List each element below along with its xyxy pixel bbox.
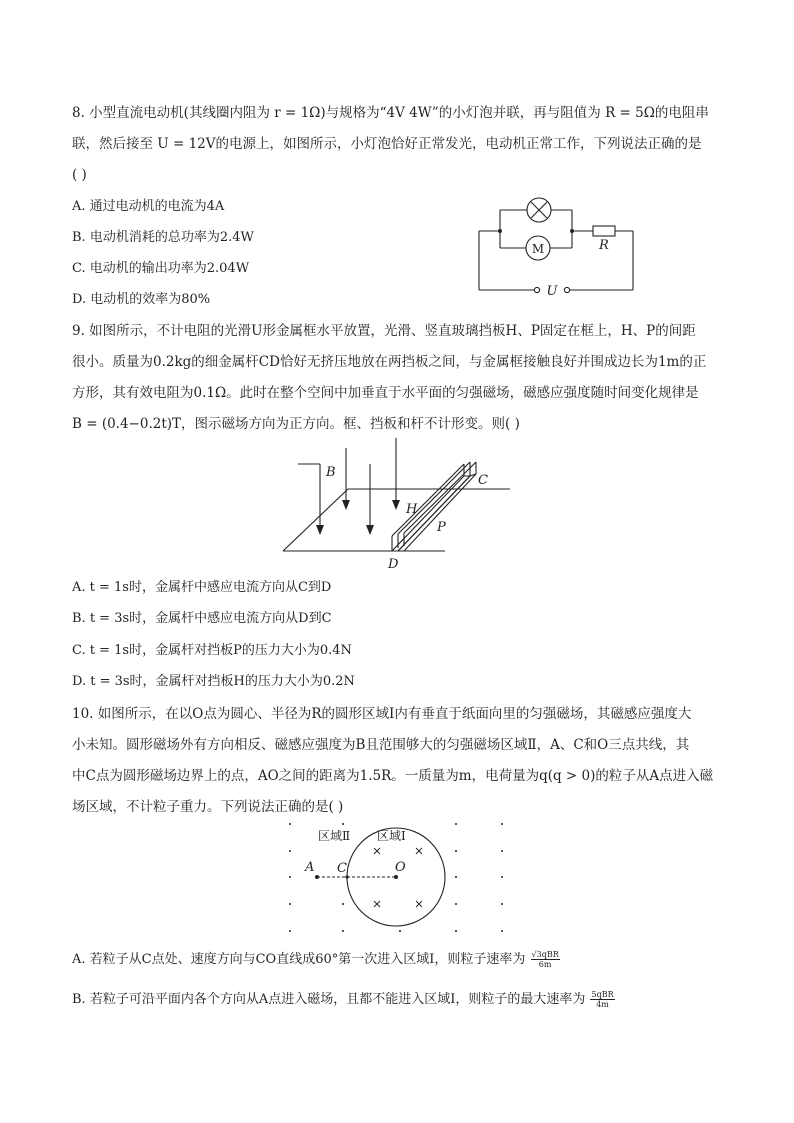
q9-option-d: D. t = 3s时，金属杆对挡板H的压力大小为0.2N [72, 674, 355, 689]
q8-line-1: 8. 小型直流电动机(其线圈内阻为 r = 1Ω)与规格为“4V 4W”的小灯泡并联，再与阻值为 R = 5Ω的电阻串 [72, 105, 709, 121]
resistor-symbol [593, 226, 615, 236]
q8-line-3: ( ) [72, 167, 87, 183]
q10-option-a [72, 950, 560, 969]
q10-option-a-numerator: √3qBR [531, 950, 559, 959]
label-d: D [388, 557, 399, 572]
point-a [315, 875, 319, 879]
q8-option-d: D. 电动机的效率为80% [72, 292, 211, 307]
q8-circuit-diagram [470, 190, 645, 300]
q10-line-3: 中C点为圆形磁场边界上的点，AO之间的距离为1.5R。一质量为m，电荷量为q(q > 0)的粒子从A点进入磁 [72, 768, 714, 784]
region1-crosses [374, 848, 422, 907]
q9-option-a: A. t = 1s时，金属杆中感应电流方向从C到D [72, 580, 332, 595]
junction-dot-left [498, 229, 502, 233]
q10-option-a-fraction [531, 950, 560, 969]
q9-rail-diagram [280, 436, 520, 572]
lamp-symbol [527, 198, 551, 222]
q8-option-b: B. 电动机消耗的总功率为2.4W [72, 230, 254, 245]
region2-label: 区域Ⅱ [318, 829, 351, 843]
q10-option-a-text: A. 若粒子从C点处、速度方向与CO直线成60°第一次进入区域Ⅰ，则粒子速率为 [72, 952, 526, 967]
q10-line-1: 10. 如图所示，在以O点为圆心、半径为R的圆形区域Ⅰ内有垂直于纸面向里的匀强磁场，其磁感应强度大 [72, 706, 692, 722]
q10-option-b-text: B. 若粒子可沿平面内各个方向从A点进入磁场，且都不能进入区域Ⅰ，则粒子的最大速率为 [72, 992, 586, 1007]
label-b: B [326, 465, 336, 480]
q8-line-2: 联，然后接至 U = 12V的电源上，如图所示，小灯泡恰好正常发光，电动机正常工作，下列说法正确的是 [72, 136, 702, 152]
q9-line-2: 很小。质量为0.2kg的细金属杆CD恰好无挤压地放在两挡板之间，与金属框接触良好并围成边长为1m的正 [72, 354, 707, 370]
q10-line-4: 场区域，不计粒子重力。下列说法正确的是( ) [72, 799, 344, 815]
terminal-left [534, 287, 539, 292]
source-label: U [546, 284, 558, 299]
motor-label: M [531, 242, 545, 256]
q8-option-a: A. 通过电动机的电流为4A [72, 199, 225, 214]
label-p: P [437, 520, 446, 535]
q8-option-c: C. 电动机的输出功率为2.04W [72, 261, 250, 276]
q10-option-b-denominator: 4m [596, 1000, 609, 1009]
q9-option-b: B. t = 3s时，金属杆中感应电流方向从D到C [72, 611, 332, 626]
point-o [394, 875, 398, 879]
q9-line-4: B = (0.4−0.2t)T，图示磁场方向为正方向。框、挡板和杆不计形变。则( ) [72, 416, 520, 432]
resistor-label: R [599, 238, 609, 253]
label-c-10: C [337, 861, 347, 876]
label-h: H [406, 502, 418, 517]
label-a: A [305, 860, 315, 875]
q10-option-b [72, 990, 615, 1009]
label-c: C [478, 473, 488, 488]
q9-line-1: 9. 如图所示，不计电阻的光滑U形金属框水平放置，光滑、竖直玻璃挡板H、P固定在框上，H、P的间距 [72, 323, 696, 339]
motor-symbol [526, 236, 550, 260]
terminal-right [564, 287, 569, 292]
region1-label: 区域Ⅰ [377, 829, 406, 843]
q10-option-b-numerator: 5qBR [591, 990, 614, 999]
q10-field-diagram [280, 818, 515, 938]
q10-line-2: 小未知。圆形磁场外有方向相反、磁感应强度为B且范围够大的匀强磁场区域Ⅱ，A、C和O三点共线，其 [72, 737, 690, 753]
q9-option-c: C. t = 1s时，金属杆对挡板P的压力大小为0.4N [72, 643, 352, 658]
q10-option-a-denominator: 6m [538, 960, 552, 969]
q10-option-b-fraction [590, 990, 614, 1009]
plane-left-edge [283, 489, 348, 551]
q9-line-3: 方形，其有效电阻为0.1Ω。此时在整个空间中加垂直于水平面的匀强磁场，磁感应强度随时间变化规律是 [72, 385, 699, 401]
label-o: O [395, 860, 406, 875]
junction-dot-right [570, 229, 574, 233]
